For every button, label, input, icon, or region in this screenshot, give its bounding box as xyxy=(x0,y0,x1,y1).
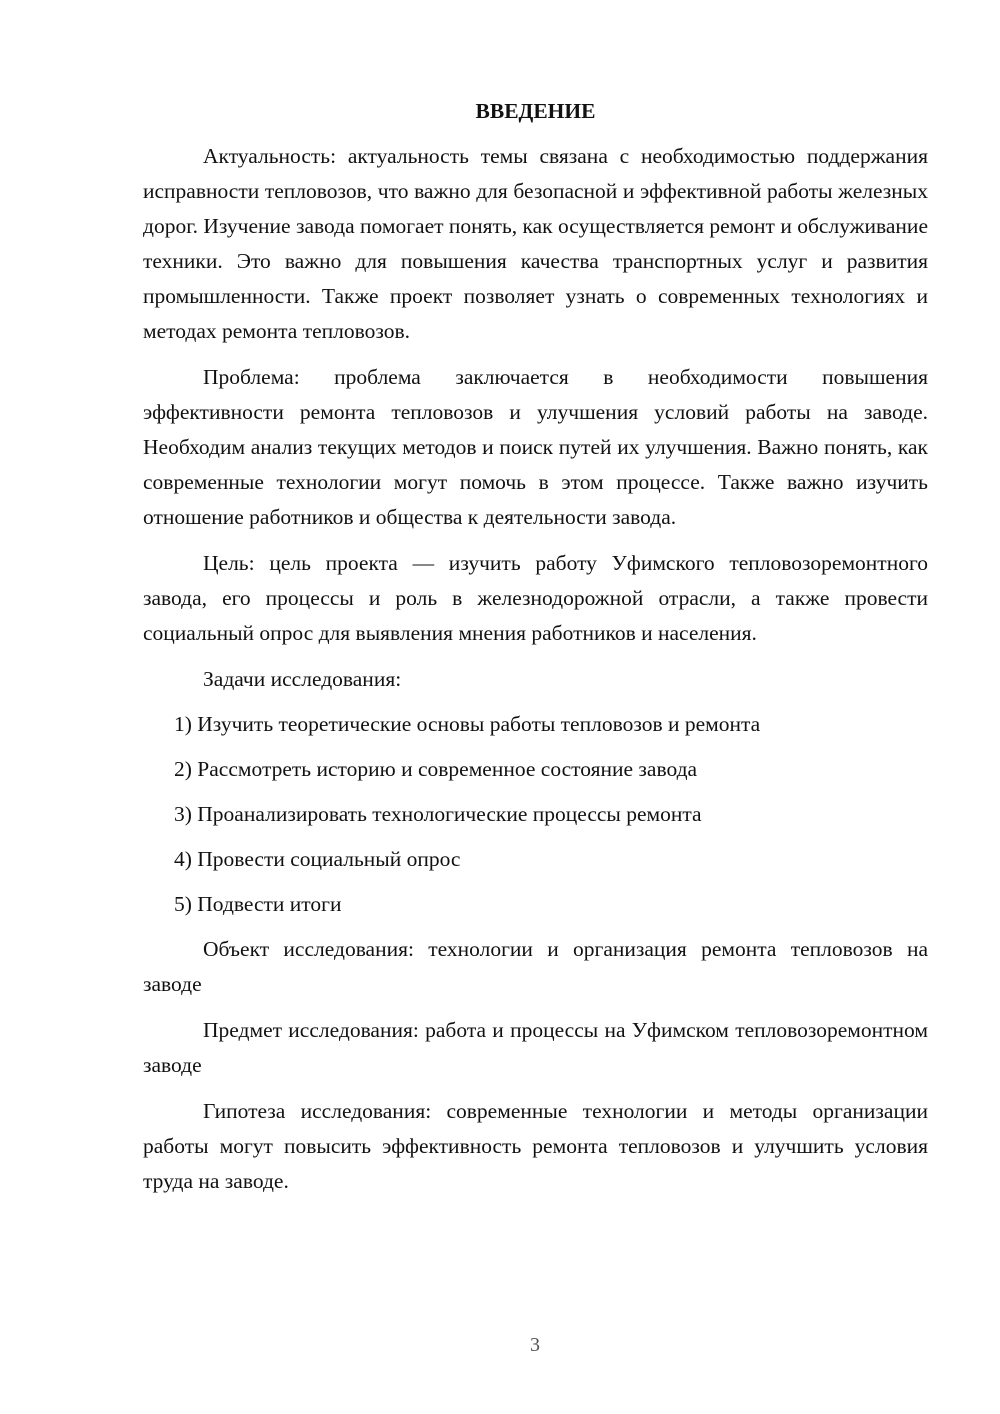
task-item: 3) Проанализировать технологические процессы ремонта xyxy=(174,802,702,826)
task-item: 4) Провести социальный опрос xyxy=(174,847,461,871)
task-item: 1) Изучить теоретические основы работы тепловозов и ремонта xyxy=(174,712,761,736)
hypothesis-paragraph: Гипотеза исследования: современные технологии и методы организации работы могут повысить эффективность ремонта тепловозов и улучшить условия труда на заводе. xyxy=(143,1099,928,1193)
relevance-paragraph: Актуальность: актуальность темы связана с необходимостью поддержания исправности тепловозов, что важно для безопасной и эффективной работы железных дорог. Изучение завода помогает понять, как осуществляется ремонт и обслуживание техники. Это важно для повышения качества транспортных услуг и развития промышленности. Также проект позволяет узнать о современных технологиях и методах ремонта тепловозов. xyxy=(143,144,928,343)
task-item: 2) Рассмотреть историю и современное состояние завода xyxy=(174,757,698,781)
subject-paragraph: Предмет исследования: работа и процессы на Уфимском тепловозоремонтном заводе xyxy=(143,1018,928,1077)
page-number: 3 xyxy=(530,1334,540,1356)
task-item: 5) Подвести итоги xyxy=(174,892,342,916)
tasks-list xyxy=(143,707,928,922)
problem-paragraph: Проблема: проблема заключается в необходимости повышения эффективности ремонта тепловозов и улучшения условий работы на заводе. Необходим анализ текущих методов и поиск путей их улучшения. Важно понять, как современные технологии могут помочь в этом процессе. Также важно изучить отношение работников и общества к деятельности завода. xyxy=(143,365,928,529)
tasks-title: Задачи исследования: xyxy=(203,667,402,691)
object-paragraph: Объект исследования: технологии и организация ремонта тепловозов на заводе xyxy=(143,937,928,996)
page-content xyxy=(143,96,928,1210)
goal-paragraph: Цель: цель проекта — изучить работу Уфимского тепловозоремонтного завода, его процессы и роль в железнодорожной отрасли, а также провести социальный опрос для выявления мнения работников и населения. xyxy=(143,551,928,645)
section-heading: ВВЕДЕНИЕ xyxy=(475,99,596,123)
